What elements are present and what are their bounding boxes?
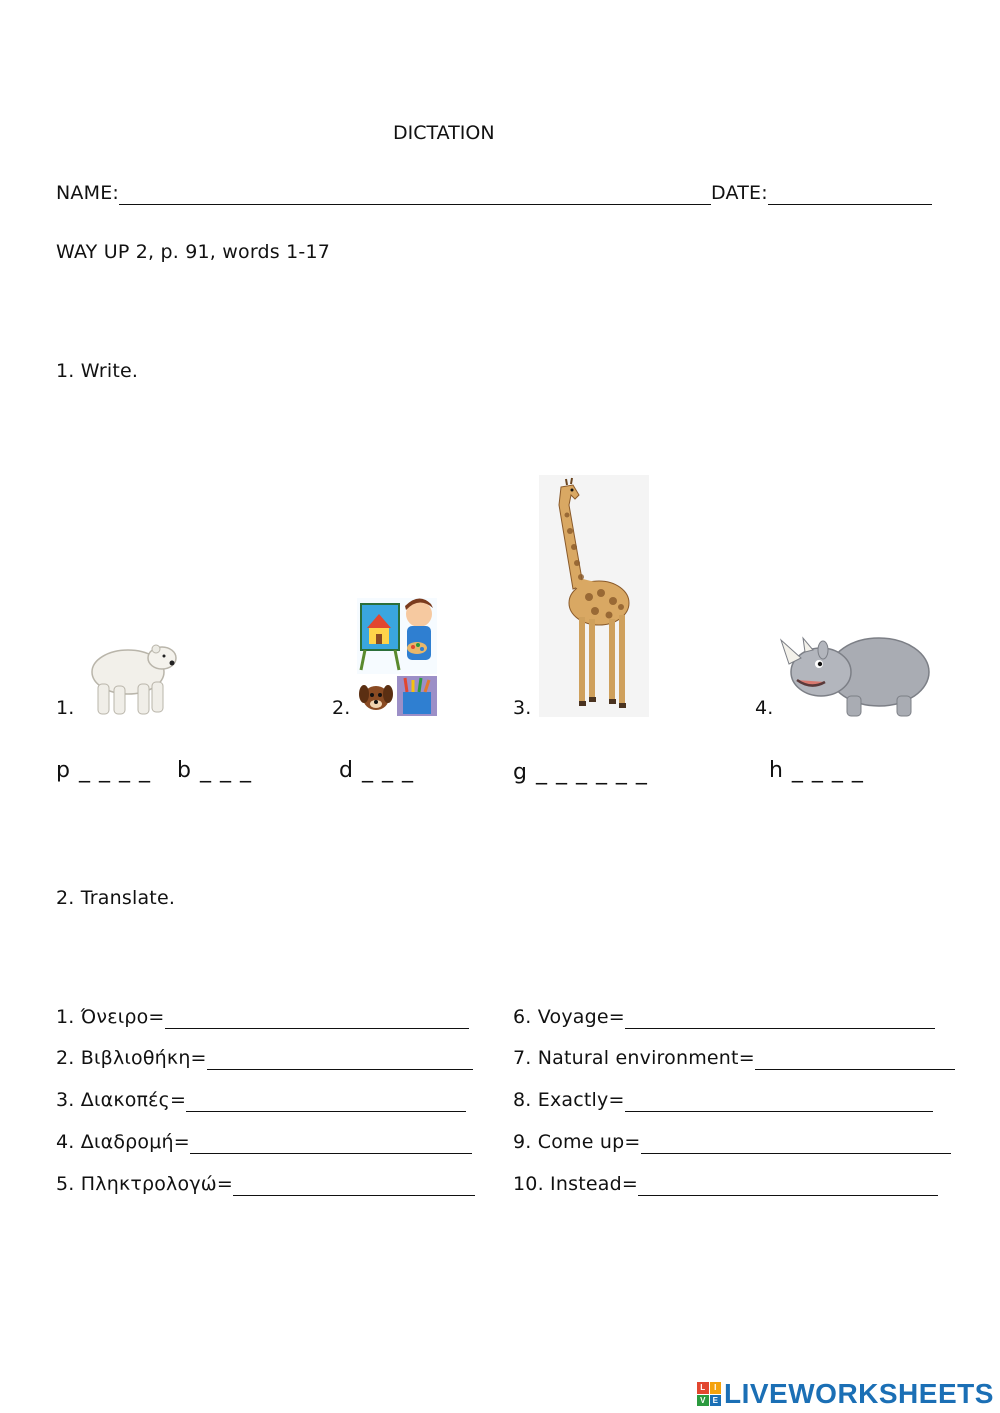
hint-d-word: d _ _ _ (339, 758, 414, 783)
translate-input[interactable] (207, 1049, 473, 1070)
hobbies-collage-icon (357, 598, 437, 716)
section-2-heading: 2. Translate. (56, 887, 176, 909)
translate-row (513, 1006, 935, 1029)
translate-row (56, 1047, 473, 1070)
hint-giraffe: g _ _ _ _ _ _ (513, 760, 648, 785)
translate-prompt: 5. Πληκτρολογώ= (56, 1173, 234, 1195)
translate-input[interactable] (625, 1091, 933, 1112)
translate-prompt: 6. Voyage= (513, 1006, 625, 1028)
translate-input[interactable] (755, 1049, 955, 1070)
rhino-icon (779, 622, 933, 718)
hint-h-word: h _ _ _ _ (769, 758, 864, 783)
source-reference: WAY UP 2, p. 91, words 1-17 (56, 241, 331, 263)
translate-input[interactable] (641, 1133, 951, 1154)
liveworksheets-logo (697, 1378, 994, 1410)
translate-input[interactable] (233, 1175, 475, 1196)
date-label: DATE: (711, 182, 768, 204)
translate-row (56, 1006, 469, 1029)
item-number-1: 1. (56, 697, 75, 719)
translate-prompt: 4. Διαδρομή= (56, 1131, 190, 1153)
translate-row (513, 1089, 933, 1112)
translate-input[interactable] (165, 1008, 469, 1029)
item-number-4: 4. (755, 697, 774, 719)
translate-row (513, 1047, 955, 1070)
polar-bear-icon (84, 632, 180, 718)
translate-prompt: 2. Βιβλιοθήκη= (56, 1047, 207, 1069)
logo-badge-letter: E (710, 1395, 722, 1407)
hint-bear: b _ _ _ (177, 758, 252, 783)
logo-badge-letter: L (697, 1382, 709, 1394)
translate-prompt: 8. Exactly= (513, 1089, 625, 1111)
page-title: DICTATION (393, 122, 495, 144)
name-row (56, 182, 932, 205)
date-input[interactable] (768, 184, 932, 205)
logo-badge-letter: I (710, 1382, 722, 1394)
item-number-2: 2. (332, 697, 351, 719)
translate-input[interactable] (186, 1091, 466, 1112)
translate-row (513, 1131, 951, 1154)
translate-input[interactable] (190, 1133, 472, 1154)
translate-input[interactable] (625, 1008, 935, 1029)
logo-badge-letter: V (697, 1395, 709, 1407)
logo-text: LIVEWORKSHEETS (724, 1378, 994, 1409)
translate-row (56, 1089, 466, 1112)
translate-prompt: 10. Instead= (513, 1173, 638, 1195)
translate-row (513, 1173, 938, 1196)
section-1-heading: 1. Write. (56, 360, 139, 382)
translate-row (56, 1131, 472, 1154)
logo-badge-icon (697, 1382, 721, 1406)
name-input[interactable] (119, 184, 711, 205)
translate-prompt: 1. Όνειρο= (56, 1006, 165, 1028)
translate-prompt: 3. Διακοπές= (56, 1089, 187, 1111)
translate-input[interactable] (638, 1175, 938, 1196)
translate-prompt: 7. Natural environment= (513, 1047, 755, 1069)
translate-row (56, 1173, 475, 1196)
name-label: NAME: (56, 182, 120, 204)
translate-prompt: 9. Come up= (513, 1131, 641, 1153)
hint-polar: p _ _ _ _ (56, 758, 151, 783)
giraffe-icon (539, 475, 649, 717)
item-number-3: 3. (513, 697, 532, 719)
